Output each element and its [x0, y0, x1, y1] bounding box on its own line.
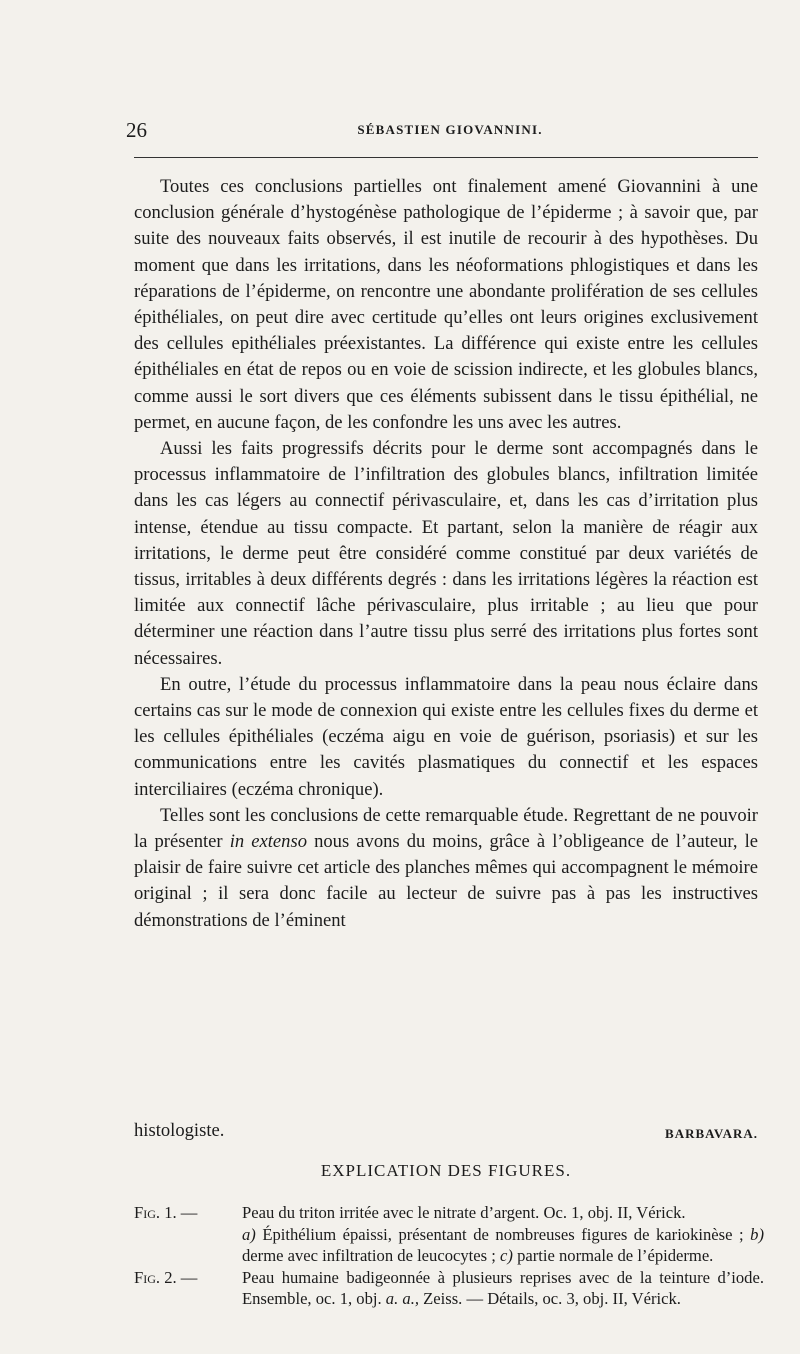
figure-captions	[134, 1202, 764, 1310]
page-number: 26	[126, 118, 147, 142]
paragraph-text: nous avons du moins, grâce à l’obligeance de l’auteur, le plaisir de faire suivre cet article des planches mêmes qui accompagnent le mémoire original ; il sera donc facile au lecteur de suivre pas à pas les instructives démonstrations de l’éminent	[134, 831, 758, 931]
sub-letter: c)	[500, 1246, 513, 1265]
figure-caption	[134, 1202, 764, 1224]
figure-label: Fig. 2. —	[134, 1267, 198, 1287]
italic-phrase: in extenso	[229, 831, 307, 853]
section-title: EXPLICATION DES FIGURES.	[320, 1161, 572, 1180]
author-signature: BARBAVARA.	[665, 1126, 758, 1141]
figure-caption	[134, 1267, 764, 1310]
page	[126, 118, 766, 1308]
italic-phrase: a. a.,	[385, 1289, 419, 1308]
figure-label: Fig. 1. —	[134, 1203, 198, 1222]
figure-text: Zeiss. — Détails, oc. 3, obj. II, Vérick.	[418, 1289, 681, 1308]
running-title: SÉBASTIEN GIOVANNINI.	[357, 122, 543, 137]
sub-letter: a)	[242, 1224, 256, 1244]
paragraph: Aussi les faits progressifs décrits pour le derme sont accompagnés dans le processus inflammatoire de l’infiltration des globules blancs, infiltration limitée dans les cas légers au connectif périvasculaire, et, dans les cas d’irritation plus intense, étendue au tissu compacte. Et partant, selon la manière de réagir aux irritations, le derme peut être considéré comme constitué par deux variétés de tissus, irritables à deux différents degrés : dans les irritations légères la réaction est limitée aux connectif lâche périvasculaire, plus irritable ; au lieu que pour déterminer une réaction dans l’autre tissu plus serré des irritations plus fortes sont nécessaires.	[134, 438, 758, 669]
sub-letter: b)	[750, 1224, 764, 1244]
figure-text: Peau humaine badigeonnée à plusieurs reprises avec de la teinture d’iode. Ensemble, oc. 1, obj.	[242, 1267, 764, 1308]
closing-word: histologiste.	[134, 1120, 225, 1141]
paragraph: Toutes ces conclusions partielles ont finalement amené Giovannini à une conclusion générale d’hystogénèse pathologique de l’épiderme ; à savoir que, par suite des nouveaux faits observés, il est inutile de recourir à des hypothèses. Du moment que dans les irritations, dans les néoformations phlogistiques et dans les réparations de l’épiderme, on rencontre une abondante prolifération de ses cellules épithéliales, on peut dire avec certitude qu’elles ont leurs origines exclusivement des cellules epithéliales préexistantes. La différence qui existe entre les cellules épithéliales en état de repos ou en voie de scission indirecte, et les globules blancs, comme aussi le sort divers que ces éléments subissent dans le tissu épithélial, ne permet, en aucune façon, de les confondre les uns avec les autres.	[134, 176, 758, 433]
figure-text: Peau du triton irritée avec le nitrate d’argent. Oc. 1, obj. II, Vérick.	[242, 1203, 686, 1222]
paragraph	[134, 803, 758, 934]
page-header	[126, 118, 766, 144]
sub-text: partie normale de l’épiderme.	[512, 1246, 714, 1265]
header-rule	[134, 157, 758, 158]
paragraph: En outre, l’étude du processus inflammatoire dans la peau nous éclaire dans certains cas sur le mode de connexion qui existe entre les cellules fixes du derme et les cellules épithéliales (eczéma aigu en voie de guérison, psoriasis) et sur les communications entre les cavités plasmatiques du connectif et les espaces interciliaires (eczéma chronique).	[134, 673, 758, 800]
paragraph-text: Telles sont les conclusions de cette remarquable étude. Regrettant de ne pouvoir la présenter	[134, 804, 758, 853]
sub-text: Épithélium épaissi, présentant de nombreuses figures de kariokinèse ;	[255, 1224, 751, 1244]
sub-text: derme avec infiltration de leucocytes ;	[242, 1246, 501, 1265]
figure-subcaption	[134, 1224, 764, 1267]
body-text	[134, 174, 758, 934]
